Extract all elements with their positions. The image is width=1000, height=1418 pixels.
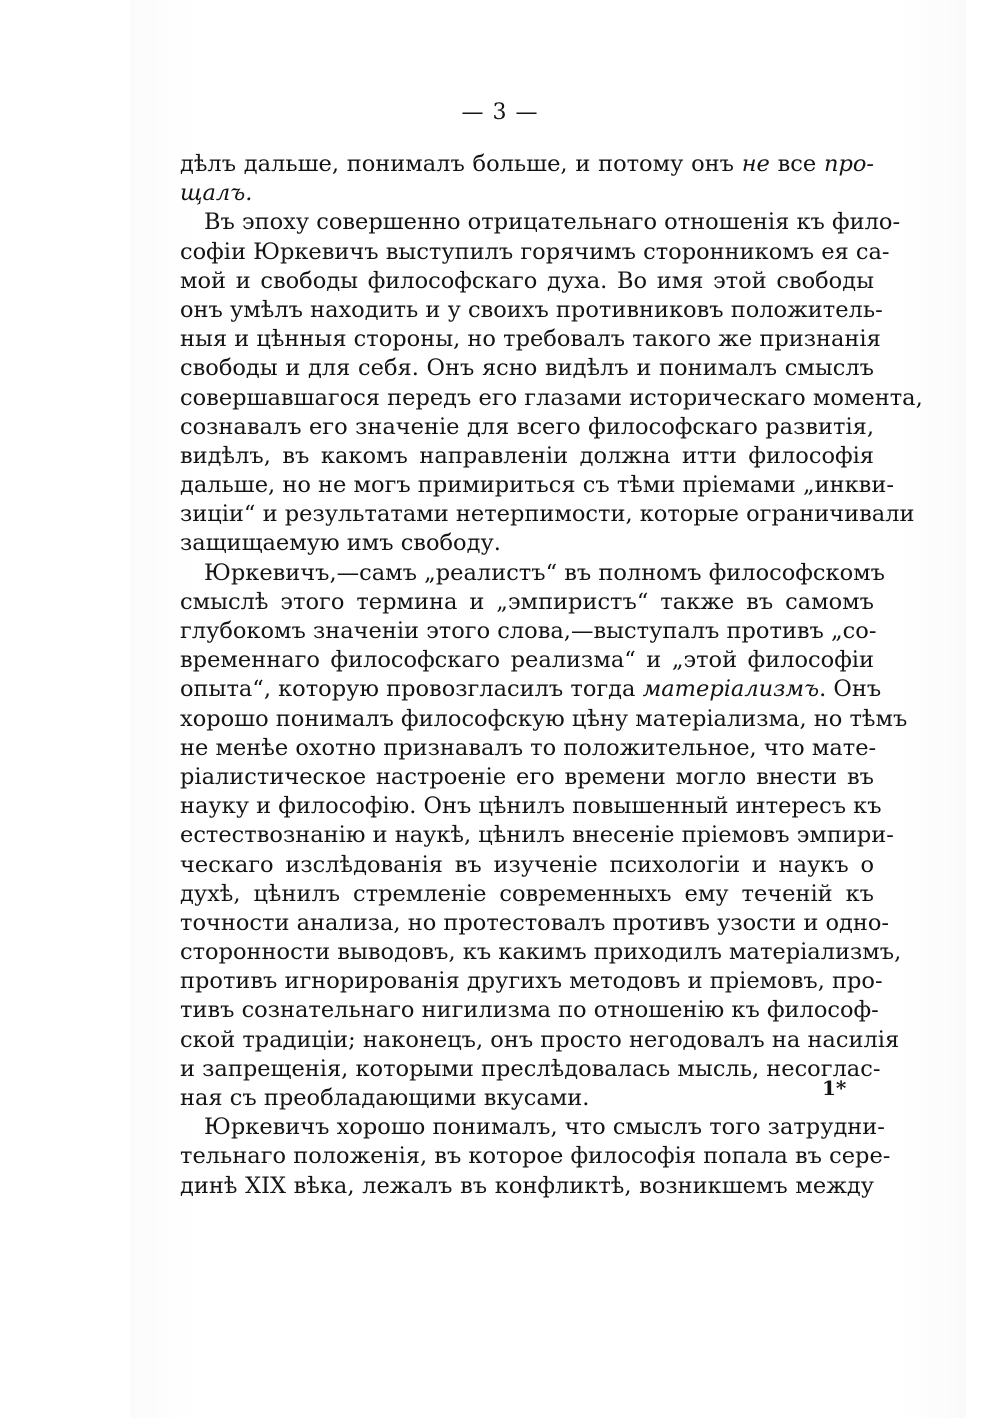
text-run: противъ игнорированія другихъ методовъ и пріемовъ, про- [180,968,883,995]
text-run: временнаго философскаго реализма“ и „этой философіи [180,647,874,674]
text-line [180,909,890,938]
text-run: не менѣе охотно признавалъ то положительное, что мате- [180,734,877,761]
text-line [180,267,874,296]
text-run: хорошо понималъ философскую цѣну матеріализма, но тѣмъ [180,705,908,732]
text-line [180,880,874,909]
text-run: науку и философію. Онъ цѣнилъ повышенный интересъ къ [180,793,882,820]
text-run: Въ эпоху совершенно отрицательнаго отношенія къ фило- [204,209,901,236]
text-run: все [769,151,824,177]
text-line [180,996,879,1025]
italic-text: щалъ. [180,180,253,207]
text-line [180,588,874,617]
text-line [180,646,874,675]
text-line [180,938,902,967]
text-line [180,384,923,413]
text-line [180,705,908,734]
text-line [180,734,877,763]
text-run: ная съ преобладающими вкусами. [180,1085,590,1111]
text-line [180,1142,891,1171]
text-line [180,851,874,880]
text-line [180,529,874,558]
text-line [180,967,883,996]
page-number: — 3 — [461,100,539,125]
text-run: . Онъ [819,676,882,703]
text-line [180,413,874,442]
text-run: мой и свободы философскаго духа. Во имя этой свободы [180,267,874,294]
text-line [180,442,874,471]
text-run: тельнаго положенія, въ которое философія попала въ сере- [180,1143,891,1170]
italic-text: про- [823,151,874,177]
text-run: сознавалъ его значеніе для всего философскаго развитія, [180,413,874,440]
text-line [180,296,883,325]
italic-text: не [741,151,770,177]
text-run: Юркевичъ хорошо понималъ, что смыслъ того затрудни- [204,1114,885,1141]
text-run: онъ умѣлъ находить и у своихъ противниковъ положитель- [180,296,883,323]
text-run: духѣ, цѣнилъ стремленіе современныхъ ему теченій къ [180,880,874,907]
text-line [180,675,882,704]
printer-signature: 1* [822,1076,847,1100]
text-run: свободы и для себя. Онъ ясно видѣлъ и понималъ смыслъ [180,355,874,382]
text-run: динѣ XIX вѣка, лежалъ въ конфликтѣ, возникшемъ между [180,1172,874,1199]
text-run: ской традиціи; наконецъ, онъ просто негодовалъ на насилія [180,1026,900,1053]
text-run: зиціи“ и результатами нетерпимости, которые ограничивали [180,501,915,528]
text-run: софіи Юркевичъ выступилъ горячимъ сторонникомъ ея са- [180,238,890,265]
text-line [180,354,874,383]
text-line [180,792,882,821]
text-line [180,1084,874,1113]
text-run: видѣлъ, въ какомъ направленіи должна итти философія [180,442,874,469]
text-run: смыслѣ этого термина и „эмпиристъ“ также въ самомъ [180,588,874,615]
text-run: естествознанію и наукѣ, цѣнилъ внесеніе пріемовъ эмпири- [180,822,894,849]
italic-text: матеріализмъ [642,676,820,703]
text-line [180,325,881,354]
text-line [180,1026,900,1055]
text-line [180,471,894,500]
text-line [180,1113,885,1142]
text-run: опыта“, которую провозгласилъ тогда [180,676,643,703]
body-text [180,150,923,1201]
text-line [180,763,874,792]
text-run: сторонности выводовъ, къ какимъ приходилъ матеріализмъ, [180,939,902,966]
text-line [180,208,901,237]
text-line [180,500,915,529]
text-run: ческаго изслѣдованія въ изученіе психологіи и наукъ о [180,851,874,878]
text-run: глубокомъ значеніи этого слова,—выступалъ противъ „со- [180,618,877,644]
text-run: защищаемую имъ свободу. [180,530,501,557]
text-run: Юркевичъ,—самъ „реалистъ“ въ полномъ философскомъ [204,559,885,586]
text-line [180,179,874,208]
text-run: дальше, но не могъ примириться съ тѣми пріемами „инкви- [180,472,894,499]
text-run: дѣлъ дальше, понималъ больше, и потому онъ [180,151,742,177]
text-run: ныя и цѣнныя стороны, но требовалъ такого же признанія [180,326,881,353]
text-line [180,1172,874,1201]
text-run: совершавшагося передъ его глазами историческаго момента, [180,384,923,411]
text-line [180,559,885,588]
text-line [180,1055,881,1084]
text-run: точности анализа, но протестовалъ противъ узости и одно- [180,909,890,936]
text-run: и запрещенія, которыми преслѣдовалась мысль, несоглас- [180,1055,881,1082]
text-line [180,238,890,267]
text-line [180,150,874,179]
text-run: тивъ сознательнаго нигилизма по отношенію къ философ- [180,997,879,1024]
text-run: ріалистическое настроеніе его времени могло внести въ [180,763,874,790]
text-line [180,821,894,850]
text-line [180,617,877,646]
